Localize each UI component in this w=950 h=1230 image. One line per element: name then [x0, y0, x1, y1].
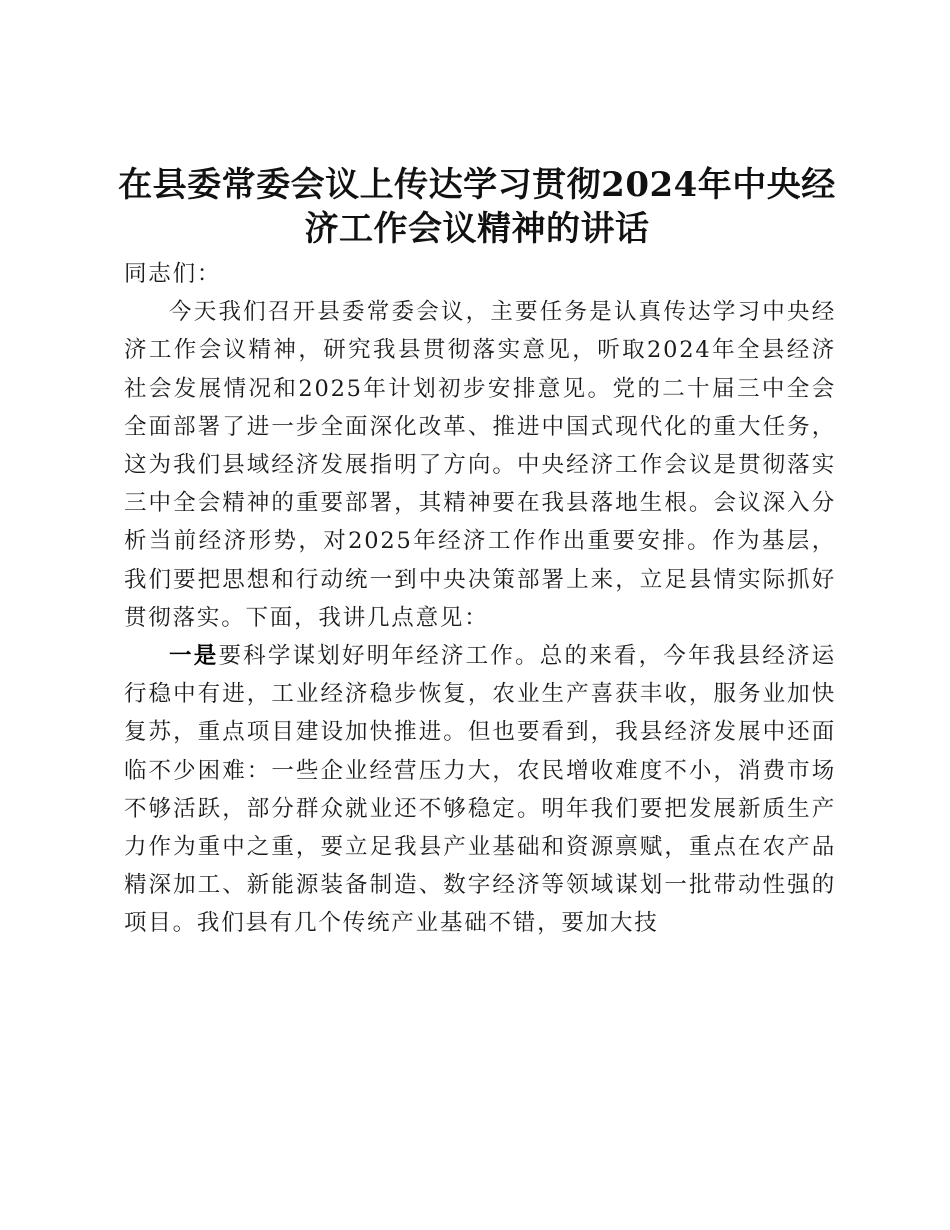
paragraph-lead: 一是	[169, 643, 219, 670]
paragraph-text: 今天我们召开县委常委会议，主要任务是认真传达学习中央经济工作会议精神，研究我县贯彻落实意见，听取2024年全县经济社会发展情况和2025年计划初步安排意见。党的二十届三中全会全面部署了进一步全面深化改革、推进中国式现代化的重大任务，这为我们县域经济发展指明了方向。中央经济工作会议是贯彻落实三中全会精神的重要部署，其精神要在我县落地生根。会议深入分析当前经济形势，对2025年经济工作作出重要安排。作为基层，我们要把思想和行动统一到中央决策部署上来，立足县情实际抓好贯彻落实。下面，我讲几点意见：	[124, 299, 836, 631]
paragraph-text: 要科学谋划好明年经济工作。总的来看，今年我县经济运行稳中有进，工业经济稳步恢复，农业生产喜获丰收，服务业加快复苏，重点项目建设加快推进。但也要看到，我县经济发展中还面临不少困难：一些企业经营压力大，农民增收难度不小，消费市场不够活跃，部分群众就业还不够稳定。明年我们要把发展新质生产力作为重中之重，要立足我县产业基础和资源禀赋，重点在农产品精深加工、新能源装备制造、数字经济等领域谋划一批带动性强的项目。我们县有几个传统产业基础不错，要加大技	[124, 643, 836, 937]
document-title: 在县委常委会议上传达学习贯彻2024年中央经济工作会议精神的讲话	[118, 165, 836, 249]
paragraph-point-one	[124, 637, 836, 943]
paragraph-intro	[124, 293, 836, 637]
salutation: 同志们：	[124, 261, 222, 287]
document-body	[124, 255, 836, 943]
